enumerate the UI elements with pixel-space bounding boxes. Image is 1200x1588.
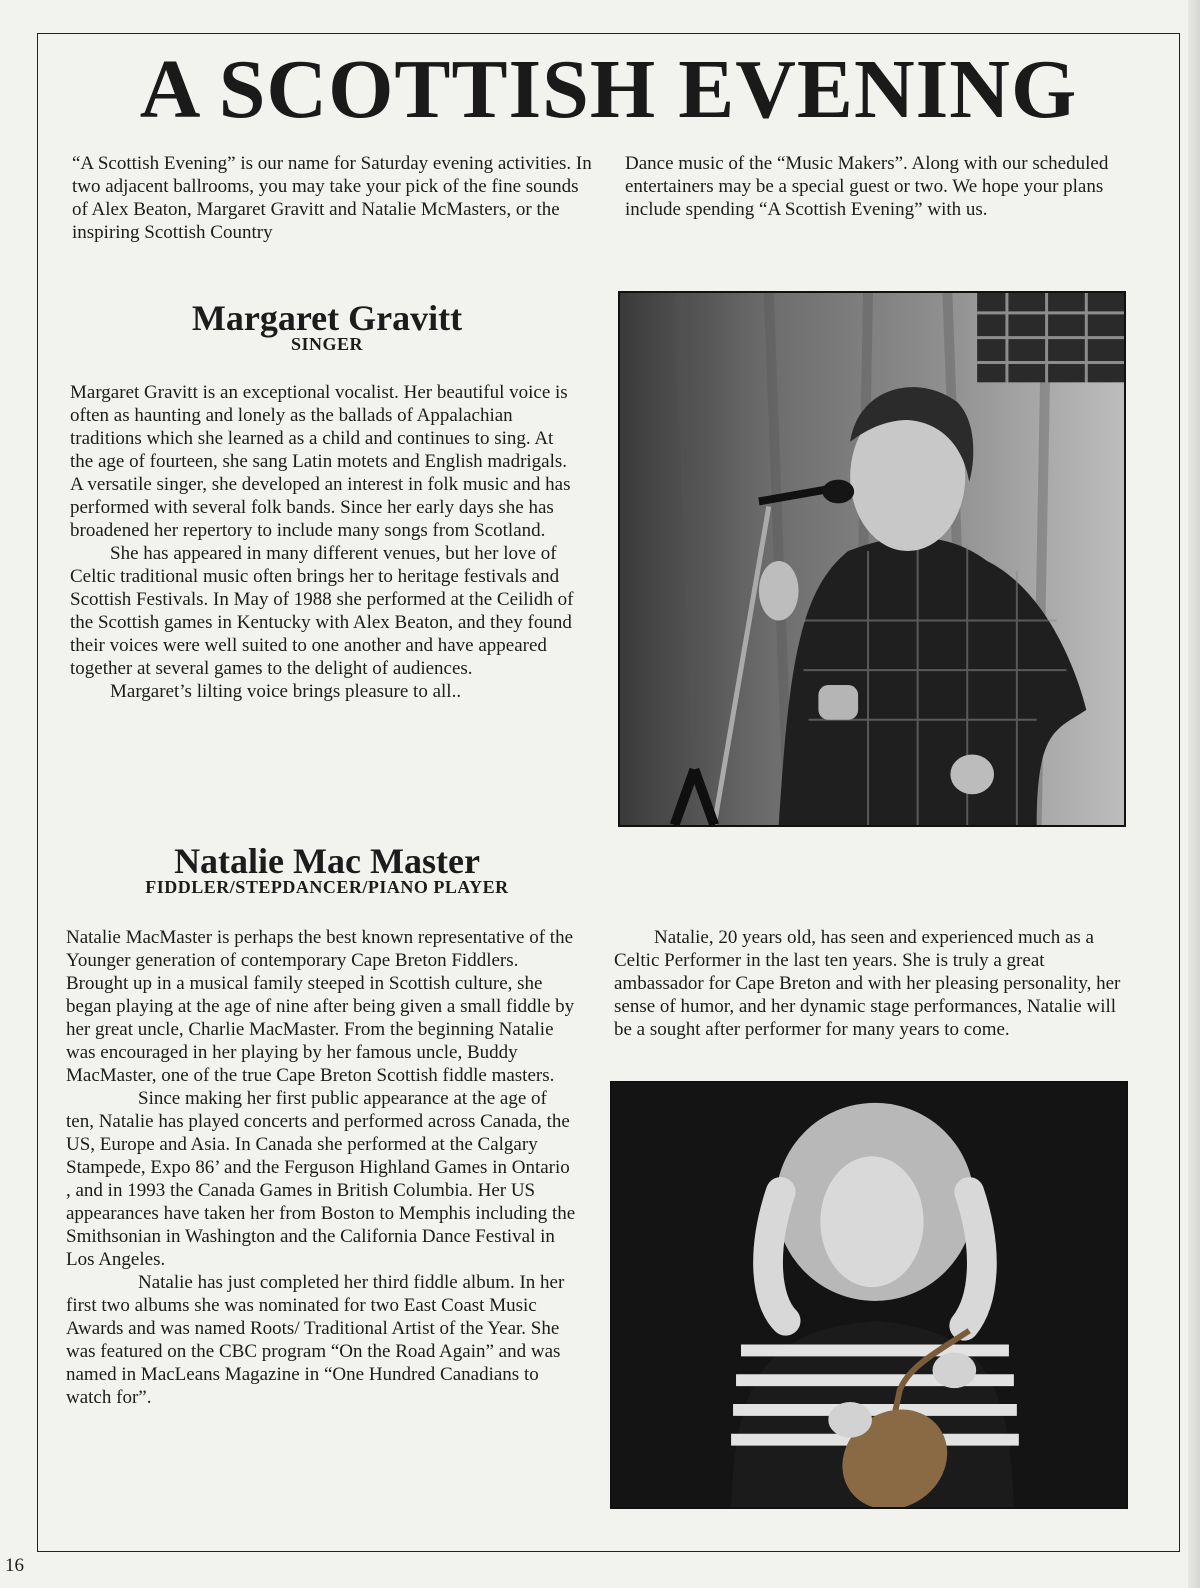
margaret-paragraph: Margaret’s lilting voice brings pleasure to all.. <box>110 681 462 702</box>
intro-text-right: Dance music of the “Music Makers”. Along with our scheduled entertainers may be a special guest or two. We hope your plans include spending “A Scottish Evening” with us. <box>625 153 1109 220</box>
margaret-bio <box>70 381 580 703</box>
page-number: 16 <box>5 1555 24 1576</box>
natalie-right-paragraph: Natalie, 20 years old, has seen and experienced much as a Celtic Performer in the last ten years. She is truly a great ambassador for Cape Breton and with her pleasing personality, her sense of humor, and her dynamic stage performances, Natalie will be a sought after performer for many years to come. <box>614 927 1121 1040</box>
natalie-paragraph: Natalie has just completed her third fiddle album. In her first two albums she was nominated for two East Coast Music Awards and was named Roots/ Traditional Artist of the Year. She was featured on the CBC program “On the Road Again” and was named in MacLeans Magazine in “One Hundred Canadians to watch for”. <box>66 1272 565 1408</box>
margaret-paragraph: She has appeared in many different venues, but her love of Celtic traditional music often brings her to heritage festivals and Scottish Festivals. In May of 1988 she performed at the Ceilidh of the Scottish games in Kentucky with Alex Beaton, and they found their voices were well suited to one another and have appeared together at several games to the delight of audiences. <box>70 543 574 679</box>
fiddler-photo-illustration <box>612 1083 1126 1507</box>
intro-text-left: “A Scottish Evening” is our name for Saturday evening activities. In two adjacent ballrooms, you may take your pick of the fine sounds of Alex Beaton, Margaret Gravitt and Natalie McMasters, or the inspiring Scottish Country <box>72 153 592 243</box>
intro-left-column <box>72 152 592 244</box>
natalie-photo <box>610 1081 1128 1509</box>
natalie-paragraph: Since making her first public appearance at the age of ten, Natalie has played concerts and performed across Canada, the US, Europe and Asia. In Canada she performed at the Calgary Stampede, Expo 86’ and the Ferguson Highland Games in Ontario , and in 1993 the Canada Games in British Columbia. Her US appearances have taken her from Boston to Memphis including the Smithsonian in Washington and the California Dance Festival in Los Angeles. <box>66 1088 576 1270</box>
page-binding-edge <box>1188 0 1200 1588</box>
natalie-paragraph: Natalie MacMaster is perhaps the best known representative of the Younger generation of contemporary Cape Breton Fiddlers. Brought up in a musical family steeped in Scottish culture, she began playing at the age of nine after being given a small fiddle by her great uncle, Charlie MacMaster. From the beginning Natalie was encouraged in her playing by her famous uncle, Buddy MacMaster, one of the true Cape Breton Scottish fiddle masters. <box>66 927 575 1086</box>
page-title: A SCOTTISH EVENING <box>139 43 1078 136</box>
natalie-right-column <box>614 926 1134 1041</box>
natalie-role: FIDDLER/STEPDANCER/PIANO PLAYER <box>145 877 509 897</box>
margaret-role: SINGER <box>290 334 364 354</box>
natalie-name: Natalie Mac Master <box>174 841 480 881</box>
intro-right-column <box>625 152 1135 221</box>
natalie-bio <box>66 926 578 1409</box>
margaret-name: Margaret Gravitt <box>191 298 463 338</box>
singer-photo-illustration <box>620 293 1124 825</box>
margaret-photo <box>618 291 1126 827</box>
margaret-paragraph: Margaret Gravitt is an exceptional vocalist. Her beautiful voice is often as haunting and lonely as the ballads of Appalachian traditions which she learned as a child and continues to sing. At the age of fourteen, she sang Latin motets and English madrigals. A versatile singer, she developed an interest in folk music and has performed with several folk bands. Since her early days she has broadened her repertory to include many songs from Scotland. <box>70 382 571 541</box>
